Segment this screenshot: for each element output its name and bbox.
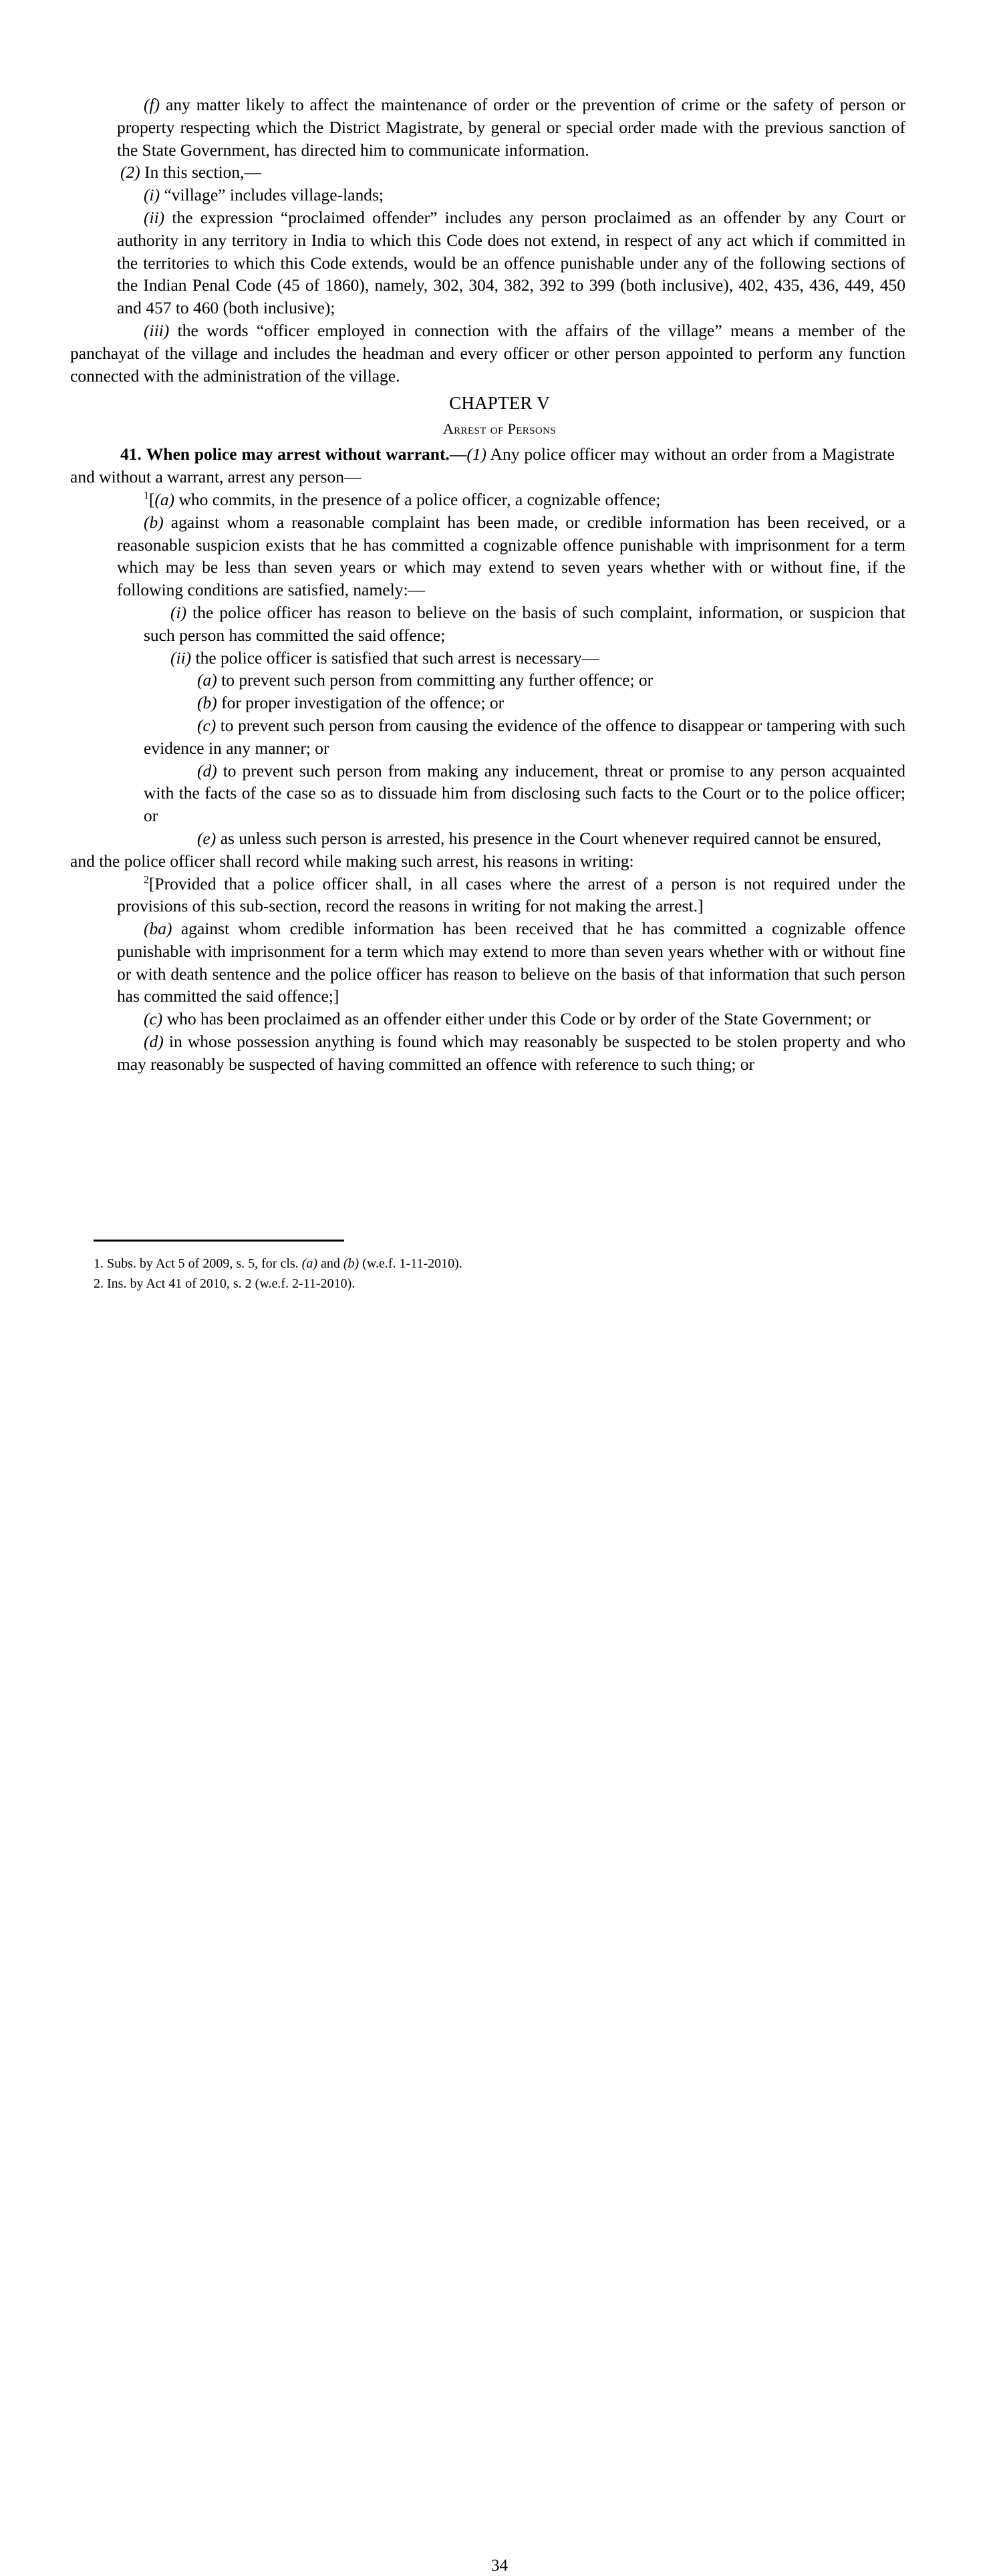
- section-number: 41.: [120, 444, 142, 464]
- paragraph-clause-b: [117, 511, 905, 601]
- clause-text-i: “village” includes village-lands;: [160, 185, 384, 205]
- paragraph-clause-a: [117, 488, 905, 511]
- paragraph-clause-b-ii-c: [144, 714, 905, 760]
- paragraph-clause-b-ii-d: [144, 760, 905, 827]
- clause-text-ba: against whom credible information has been received that he has committed a cognizable offence punishable with imprisonment for a term which may extend to more than seven years whether with or without fine or with death sentence and the police officer has reason to believe on the basis of that information that such person has committed the said offence;]: [117, 919, 905, 1006]
- clause-marker-b-ii-b: (b): [197, 693, 217, 713]
- clause-text-b-ii-a: to prevent such person from committing any further offence; or: [217, 670, 654, 690]
- footnote-ref-1: 1: [144, 490, 149, 502]
- clause-text-ii: the expression “proclaimed offender” includes any person proclaimed as an offender by any Court or authority in any territory in India to which this Code does not extend, in respect of any act which if committed in the territories to which this Code extends, would be an offence punishable under any of the following sections of the Indian Penal Code (45 of 1860), namely, 302, 304, 382, 392 to 399 (both inclusive), 402, 435, 436, 449, 450 and 457 to 460 (both inclusive);: [117, 207, 905, 318]
- clause-marker-ii: (ii): [144, 207, 165, 227]
- footnote-1-ref-a: (a): [301, 1256, 317, 1271]
- paragraph-clause-ba: [117, 917, 905, 1008]
- clause-marker-a: (a): [154, 489, 175, 509]
- paragraph-clause-d: [117, 1030, 905, 1076]
- paragraph-clause-b-ii-b: [170, 692, 905, 714]
- clause-marker-ba: (ba): [144, 919, 172, 939]
- footnote-1-text-middle: and: [317, 1256, 343, 1271]
- clause-text-f: any matter likely to affect the maintenance of order or the prevention of crime or the safety of person or property respecting which the District Magistrate, by general or special order made with the previous sanction of the State Government, has directed him to communicate information.: [117, 95, 905, 160]
- paragraph-clause-iii: [70, 319, 905, 387]
- paragraph-clause-f: [117, 94, 905, 161]
- subsection-marker-2: (2): [120, 162, 140, 182]
- clause-marker-i: (i): [144, 185, 160, 205]
- section-lead-in-part1: Any police officer may without an order from a Magistrate: [486, 444, 895, 464]
- clause-marker-d: (d): [144, 1032, 164, 1052]
- clause-marker-b: (b): [144, 512, 164, 532]
- footnote-2-text: Ins. by Act 41 of 2010, s. 2 (w.e.f. 2-11-2010).: [104, 1276, 356, 1291]
- footnote-2: [94, 1274, 905, 1294]
- clause-marker-iii: (iii): [144, 320, 170, 340]
- clause-text-b-i: the police officer has reason to believe on the basis of such complaint, information, or suspicion that such person has committed the said offence;: [144, 602, 905, 645]
- clause-text-b-ii-e: as unless such person is arrested, his presence in the Court whenever required cannot be ensured,: [216, 828, 881, 848]
- clause-text-c: who has been proclaimed as an offender either under this Code or by order of the State Government; or: [162, 1009, 871, 1029]
- section-title: When police may arrest without warrant.: [146, 444, 450, 464]
- paragraph-clause-ii: [117, 206, 905, 319]
- record-reasons-text: and the police officer shall record while making such arrest, his reasons in writing:: [70, 851, 634, 871]
- page-content: [70, 94, 905, 1076]
- footnote-ref-2: 2: [144, 874, 149, 885]
- footnote-2-number: 2.: [94, 1276, 104, 1291]
- clause-marker-b-ii-c: (c): [197, 715, 217, 735]
- clause-marker-b-i: (i): [170, 602, 187, 622]
- footnote-1-text-after: (w.e.f. 1-11-2010).: [359, 1256, 462, 1271]
- paragraph-clause-b-ii-a: [170, 669, 905, 692]
- paragraph-clause-b-ii-e: [144, 827, 905, 850]
- footnote-separator-rule: [94, 1240, 344, 1242]
- footnote-1: [94, 1254, 905, 1274]
- clause-text-a: who commits, in the presence of a police officer, a cognizable offence;: [174, 489, 661, 509]
- subsection-marker-1: (1): [466, 444, 487, 464]
- paragraph-record-reasons: [70, 850, 905, 873]
- subsection-text-2: In this section,—: [140, 162, 262, 182]
- proviso-text: [Provided that a police officer shall, in all cases where the arrest of a person is not required under the provisions of this sub-section, record the reasons in writing for not making the arrest.]: [117, 873, 905, 916]
- clause-text-iii: the words “officer employed in connection with the affairs of the village” means a member of the panchayat of the village and includes the headman and every officer or other person appointed to perform any function connected with the administration of the village.: [70, 320, 905, 386]
- page-number: 34: [491, 2557, 508, 2575]
- paragraph-clause-b-i: [144, 601, 905, 647]
- clause-text-d: in whose possession anything is found which may reasonably be suspected to be stolen property and who may reasonably be suspected of having committed an offence with reference to such thing; or: [117, 1032, 905, 1074]
- chapter-heading: CHAPTER V: [449, 393, 550, 414]
- footnote-1-ref-b: (b): [343, 1256, 360, 1271]
- paragraph-subsection-2: [94, 161, 905, 184]
- footnote-block: [94, 1240, 905, 2575]
- section-dash: —: [449, 444, 467, 464]
- footnote-1-number: 1.: [94, 1256, 104, 1271]
- clause-marker-b-ii-a: (a): [197, 670, 217, 690]
- paragraph-section-41: [70, 443, 905, 488]
- clause-marker-b-ii-e: (e): [197, 828, 217, 848]
- paragraph-proviso: [117, 873, 905, 918]
- paragraph-clause-i: [117, 184, 905, 206]
- footnote-1-text-before: Subs. by Act 5 of 2009, s. 5, for cls.: [104, 1256, 302, 1271]
- bracket-open-a: [: [148, 489, 155, 509]
- paragraph-clause-b-ii: [144, 647, 905, 670]
- clause-marker-c: (c): [144, 1009, 163, 1029]
- clause-text-b-ii: the police officer is satisfied that such arrest is necessary—: [191, 648, 599, 668]
- clause-text-b-ii-c: to prevent such person from causing the evidence of the offence to disappear or tampering with such evidence in any manner; or: [144, 715, 905, 758]
- clause-marker-f: (f): [144, 95, 160, 114]
- clause-text-b: against whom a reasonable complaint has been made, or credible information has been received, or a reasonable suspicion exists that he has committed a cognizable offence punishable with imprisonment for a term which may be less than seven years or which may extend to seven years whether with or without fine, if the following conditions are satisfied, namely:—: [117, 512, 905, 600]
- clause-text-b-ii-b: for proper investigation of the offence; or: [217, 693, 505, 713]
- chapter-subheading: Arrest of Persons: [442, 420, 557, 438]
- clause-text-b-ii-d: to prevent such person from making any inducement, threat or promise to any person acquainted with the facts of the case so as to dissuade him from disclosing such facts to the Court or to the police officer; or: [144, 760, 905, 826]
- clause-marker-b-ii: (ii): [170, 648, 192, 668]
- clause-marker-b-ii-d: (d): [197, 760, 217, 780]
- section-lead-in-part2: and without a warrant, arrest any person—: [70, 467, 362, 487]
- paragraph-clause-c: [117, 1008, 905, 1030]
